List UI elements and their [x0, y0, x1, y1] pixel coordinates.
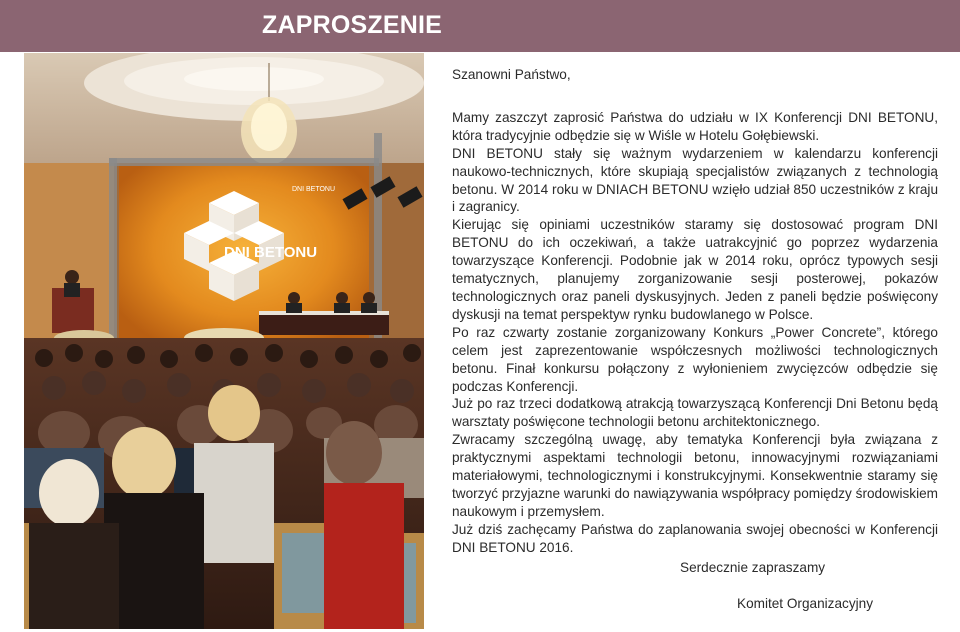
paragraph-invitation: Mamy zaszczyt zaprosić Państwa do udziału w IX Konferencji DNI BETONU, która tradycyjnie odbędzie się w Wiśle w Hotelu Gołębiewski.: [452, 109, 938, 143]
page-title: ZAPROSZENIE: [262, 11, 442, 39]
greeting: Szanowni Państwo,: [452, 67, 571, 82]
paragraph-encouragement: Już dziś zachęcamy Państwa do zaplanowania swojej obecności w Konferencji DNI BETONU 2016.: [452, 521, 938, 555]
paragraph-workshops: Już po raz trzeci dodatkową atrakcją towarzyszącą Konferencji Dni Betonu będą warsztaty poświęcone technologii betonu architektonicznego.: [452, 396, 938, 430]
header-bar: [0, 0, 960, 52]
invitation-letter: [452, 66, 938, 557]
signature-text: Komitet Organizacyjny: [737, 596, 873, 611]
paragraph-history: DNI BETONU stały się ważnym wydarzeniem w kalendarzu konferencji naukowo-technicznych, które skupiają specjalistów związanych z technologią betonu. W 2014 roku w DNIACH BETONU wzięło udział 850 uczestników z kraju i zagranicy.: [452, 145, 938, 215]
paragraph-contest: Po raz czwarty zostanie zorganizowany Konkurs „Power Concrete”, którego celem jest zaprezentowanie współczesnych możliwości technologicznych betonu. Finał konkursu połączony z wyłonieniem zwycięzców odbędzie się podczas Konferencji.: [452, 324, 938, 394]
stage-badge-text: DNI BETONU: [292, 186, 336, 193]
paragraph-topics: Zwracamy szczególną uwagę, aby tematyka Konferencji była związana z praktycznymi aspektami technologii betonu, innowacyjnymi rozwiązaniami materiałowymi, technologicznymi i konstrukcyjnymi. Konsekwentnie staramy się tworzyć przyjazne warunki do nawiązywania współpracy pomiędzy środowiskiem naukowym i przemysłem.: [452, 432, 938, 519]
conference-photo: [24, 53, 424, 629]
stage-logo-text: DNI BETONU: [224, 244, 318, 261]
paragraph-program: Kierując się opiniami uczestników staramy się dostosować program DNI BETONU do ich oczekiwań, a także uatrakcyjnić go poprzez wydarzenia towarzyszące Konferencji. Podobnie jak w 2014 roku, oprócz typowych sesji tematycznych, planujemy zorganizowanie sesji posterowej, pokazów technologicznych oraz paneli dyskusyjnych. Jeden z paneli będzie poświęcony dyskusji na temat perspektyw rynku budowlanego w Polsce.: [452, 217, 938, 322]
closing-text: Serdecznie zapraszamy: [680, 560, 826, 575]
